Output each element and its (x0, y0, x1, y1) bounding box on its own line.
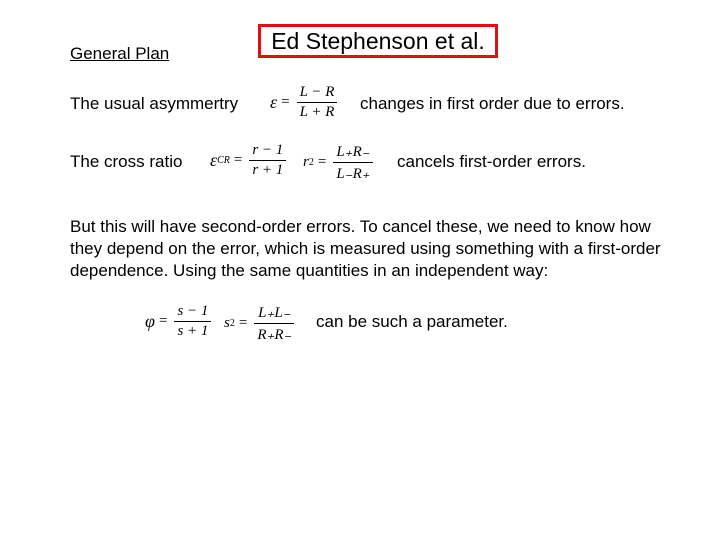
explanation-paragraph: But this will have second-order errors. To cancel these, we need to know how they depend on the error, which is measured using something with a first-order dependence. Using the same quantities in an independent way: (70, 217, 661, 280)
s-symbol: s (224, 315, 230, 331)
fraction-denominator: R₊R₋ (254, 323, 294, 344)
cross-ratio-label: The cross ratio (70, 152, 183, 171)
s-exponent: 2 (229, 318, 235, 329)
fraction-denominator: L₋R₊ (333, 162, 372, 183)
fraction-denominator: r + 1 (249, 160, 286, 179)
phi-equation (145, 303, 214, 340)
r-squared-equation (303, 142, 376, 183)
epsilon-subscript: CR (217, 155, 230, 166)
epsilon-symbol: ε (210, 150, 218, 170)
phi-symbol: φ (145, 311, 155, 331)
fraction-numerator: r − 1 (252, 142, 284, 158)
equals-sign: = (158, 313, 168, 329)
fraction-numerator: L₊R₋ (336, 144, 370, 160)
cross-ratio-fraction (249, 142, 286, 179)
asymmetry-equation (270, 84, 340, 121)
equals-sign: = (238, 315, 248, 331)
cross-ratio-note: cancels first-order errors. (397, 152, 586, 171)
r-squared-fraction (333, 142, 372, 183)
phi-fraction (174, 303, 211, 340)
asymmetry-fraction (297, 84, 338, 121)
equals-sign: = (233, 152, 243, 168)
fraction-numerator: L − R (299, 84, 335, 100)
slide-title: Ed Stephenson et al. (258, 24, 498, 58)
fraction-denominator: s + 1 (174, 321, 211, 340)
s-squared-equation (224, 303, 297, 344)
equals-sign: = (317, 154, 327, 170)
fraction-numerator: L₊L₋ (258, 305, 291, 321)
parameter-note: can be such a parameter. (316, 312, 508, 331)
equals-sign: = (281, 94, 290, 110)
asymmetry-label: The usual asymmertry (70, 94, 239, 113)
s-squared-fraction (254, 303, 294, 344)
r-symbol: r (303, 154, 309, 170)
cross-ratio-equation (210, 142, 289, 179)
r-exponent: 2 (308, 157, 314, 168)
asymmetry-note: changes in first order due to errors. (360, 94, 625, 113)
section-heading: General Plan (70, 44, 170, 63)
fraction-numerator: s − 1 (177, 303, 209, 319)
fraction-denominator: L + R (297, 102, 338, 121)
epsilon-symbol: ε (270, 92, 278, 112)
